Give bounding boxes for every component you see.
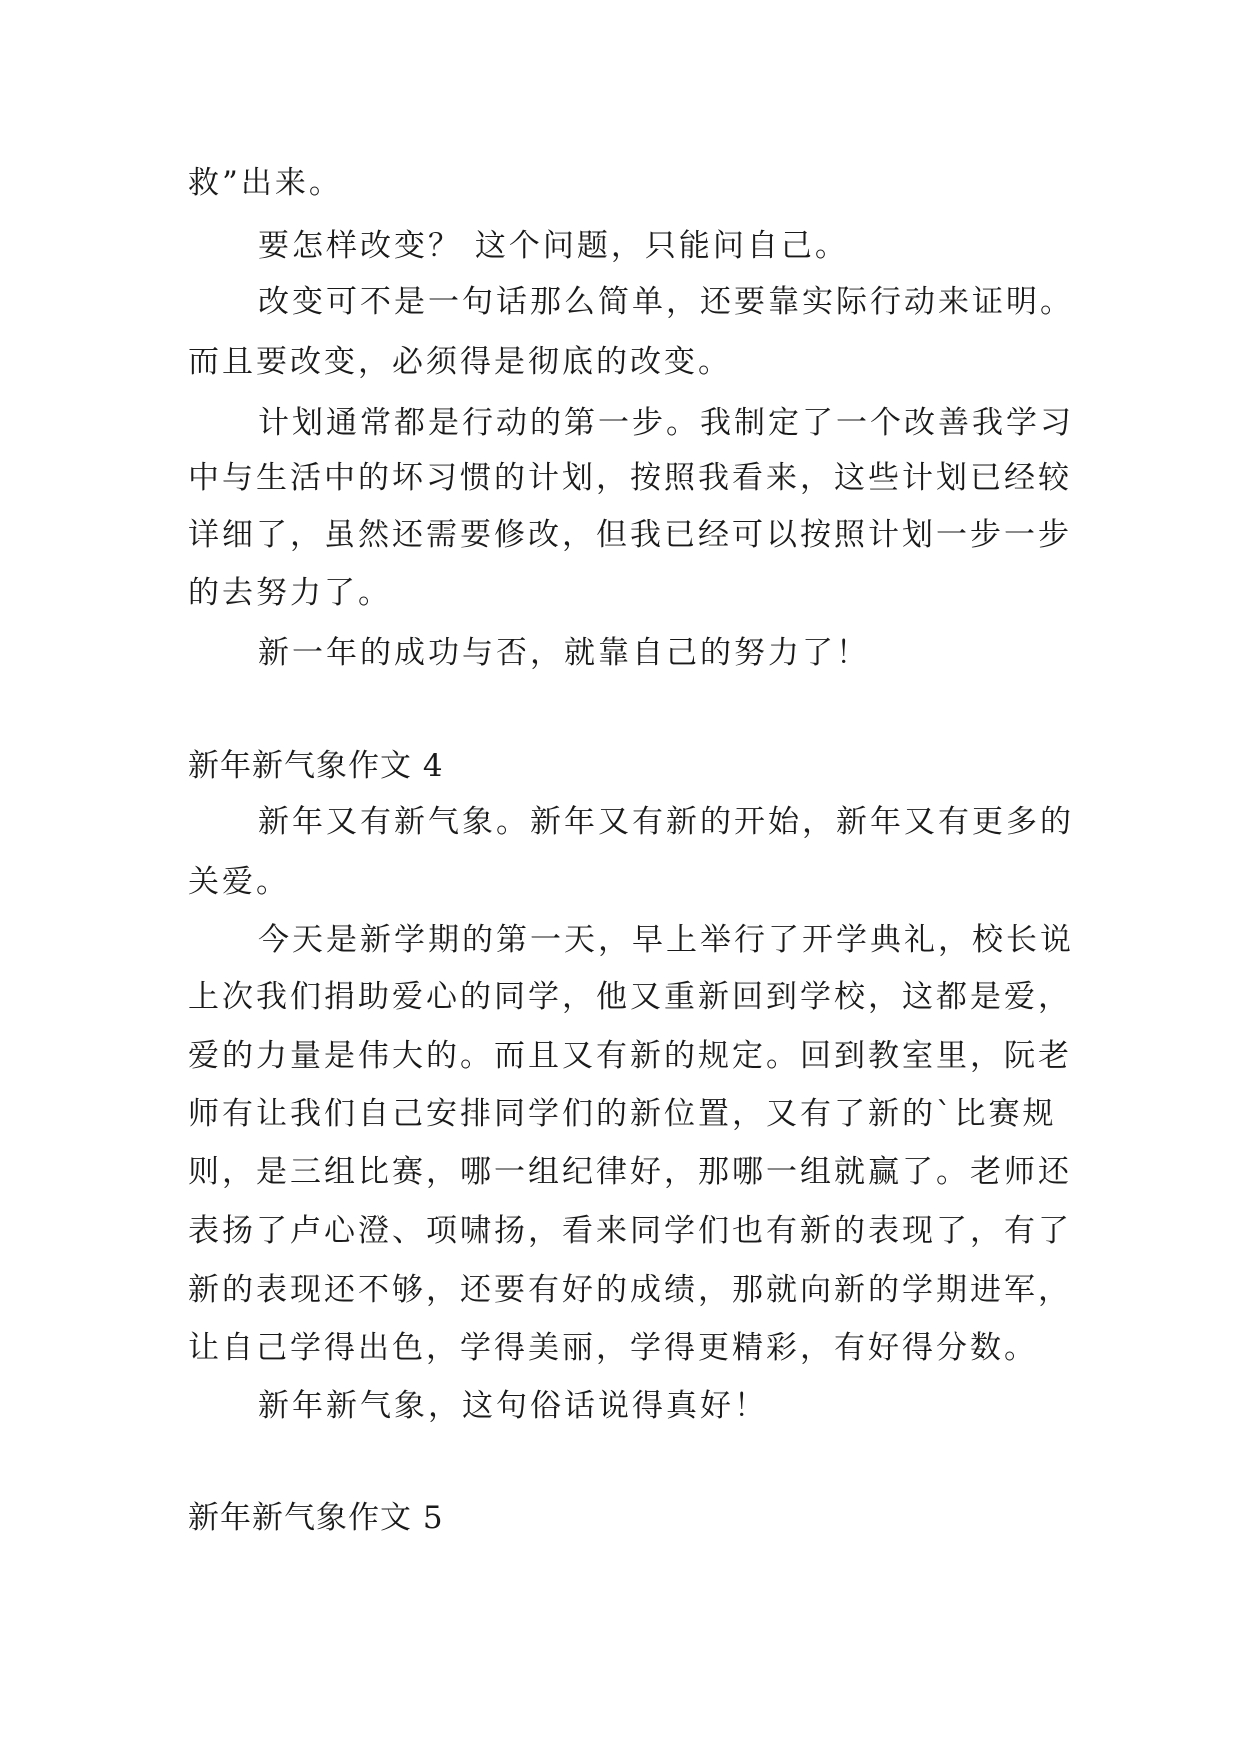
- section-heading: 新年新气象作文 5: [188, 1500, 444, 1536]
- paragraph-line: 而且要改变，必须得是彻底的改变。: [188, 344, 732, 380]
- paragraph-line: 表扬了卢心澄、项啸扬，看来同学们也有新的表现了，有了: [188, 1213, 1072, 1249]
- paragraph-line: 新年又有新气象。新年又有新的开始，新年又有更多的: [258, 804, 1074, 840]
- paragraph-line: 新一年的成功与否，就靠自己的努力了！: [258, 635, 870, 671]
- paragraph-line: 改变可不是一句话那么简单，还要靠实际行动来证明。: [258, 284, 1074, 320]
- paragraph-line: 爱的力量是伟大的。而且又有新的规定。回到教室里，阮老: [188, 1038, 1072, 1074]
- paragraph-line: 新的表现还不够，还要有好的成绩，那就向新的学期进军，: [188, 1272, 1072, 1308]
- paragraph-line: 中与生活中的坏习惯的计划，按照我看来，这些计划已经较: [188, 460, 1072, 496]
- paragraph-line: 新年新气象，这句俗话说得真好！: [258, 1388, 768, 1424]
- paragraph-line: 师有让我们自己安排同学们的新位置，又有了新的`比赛规: [188, 1096, 1057, 1132]
- paragraph-line: 关爱。: [188, 864, 290, 900]
- paragraph-line: 今天是新学期的第一天，早上举行了开学典礼，校长说: [258, 922, 1074, 958]
- paragraph-line: 则，是三组比赛，哪一组纪律好，那哪一组就赢了。老师还: [188, 1154, 1072, 1190]
- paragraph-line: 的去努力了。: [188, 575, 392, 611]
- paragraph-line: 上次我们捐助爱心的同学，他又重新回到学校，这都是爱，: [188, 979, 1072, 1015]
- paragraph-line: 让自己学得出色，学得美丽，学得更精彩，有好得分数。: [188, 1330, 1038, 1366]
- section-heading: 新年新气象作文 4: [188, 748, 444, 784]
- paragraph-line: 要怎样改变？ 这个问题，只能问自己。: [258, 228, 849, 264]
- paragraph-line: 救”出来。: [188, 165, 343, 201]
- paragraph-line: 详细了，虽然还需要修改，但我已经可以按照计划一步一步: [188, 517, 1072, 553]
- paragraph-line: 计划通常都是行动的第一步。我制定了一个改善我学习: [258, 405, 1074, 441]
